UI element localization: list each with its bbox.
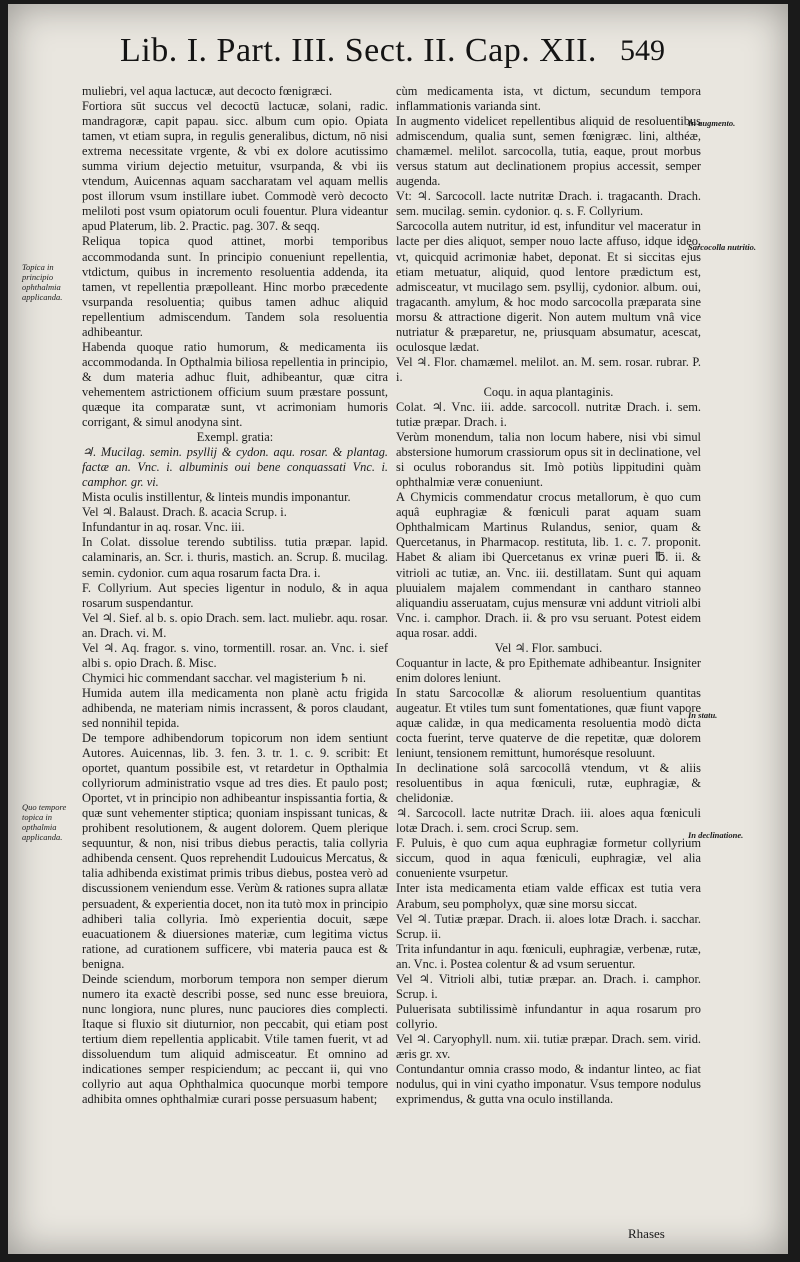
recipe: ♃. Sarcocoll. lacte nutritæ Drach. iii. aloes aqua fœniculi lotæ Drach. i. sem. croci Scrup. sem. — [396, 806, 701, 836]
page-title: Lib. I. Part. III. Sect. II. Cap. XII. — [120, 32, 597, 69]
recipe: ♃. Mucilag. semin. psyllij & cydon. aqu. rosar. & plantag. factæ an. Vnc. i. albuminis oui bene conquassati Vnc. i. camphor. gr. vi. — [82, 445, 388, 490]
book-page — [8, 4, 788, 1254]
recipe: Vel ♃. Vitrioli albi, tutiæ præpar. an. Drach. i. camphor. Scrup. i. — [396, 971, 701, 1001]
recipe: Vel ♃. Flor. chamæmel. melilot. an. M. sem. rosar. rubrar. P. i. — [396, 354, 701, 384]
paragraph: muliebri, vel aqua lactucæ, aut decocto fœnigræci. — [82, 84, 333, 98]
margin-note-left-1: Topica in principio ophthalmia applicanda. — [22, 262, 63, 302]
recipe: Vt: ♃. Sarcocoll. lacte nutritæ Drach. i. tragacanth. Drach. sem. mucilag. semin. cydonior. q. s. F. Collyrium. — [396, 189, 701, 219]
recipe: In Colat. dissolue terendo subtiliss. tutia præpar. lapid. calaminaris, an. Scr. i. thuris, mastich. an. Scrup. ß. mucilag. semin. cydonior. cum aqua rosarum facta Dra. i. — [82, 535, 388, 580]
paragraph: In statu Sarcocollæ & aliorum resoluentium quantitas augeatur. Et vtiles tum sunt fomentationes, quæ fiunt vapore aquæ calidæ, in qua medicamenta resoluentia modò dicta cocta fuerint, terve quaterve de die repetitæ, quæ dolorem leniunt, tensionem remittunt, humorésque resoluunt. — [396, 685, 701, 761]
paragraph: In augmento videlicet repellentibus aliquid de resoluentibus admiscendum, qualia sunt, semen fœnigræc. lini, althéæ, chamæmel. melilot. sarcocolla, tutia, eaque, prout morbus versus statum aut declinationem propius accessit, semper augenda. — [396, 114, 701, 189]
recipe: Vel ♃. Sief. al b. s. opio Drach. sem. lact. muliebr. aqu. rosar. an. Drach. vi. M. — [82, 610, 388, 640]
page-number: 549 — [620, 34, 665, 67]
paragraph: Coqu. in aqua plantaginis. — [483, 384, 614, 399]
margin-note-right-1: In augmento. — [688, 118, 736, 128]
left-column — [82, 84, 388, 1107]
paragraph: In declinatione solâ sarcocollâ vtendum, vt & aliis resoluentibus in aqua fœniculi, rutæ, euphragiæ, & chelidoniæ. — [396, 761, 701, 806]
paragraph: De tempore adhibendorum topicorum non idem sentiunt Autores. Auicennas, lib. 3. fen. 3. tr. 1. c. 9. scribit: Et oportet, quantum possibile est, vt retardetur in Opthalmia collyriorum administratio vsque ad tres dies. Et paulo post; Oportet, vt in principio non adhibeantur inspissantia fortia, & quæ sunt vehementer stiptica; quoniam inspissant tunicas, & prohibent resolutionem, & augent dolorem. Quem plerique sequuntur, & non, nisi tribus diebus peractis, talia collyria adhibenda censent. Quos reprehendit Ludouicus Mercatus, & talia adhibenda existimat primis tribus diebus, postea verò ad discussionem veniendum esse. Verùm & rationes supra allatæ persuadent, & experientia docet, non ita tutò mox in principio adhiberi talia collyria. Imò experientia docuit, sæpe euacuationem & diuersiones materiæ, cum legitima victus ratione, ad curationem sufficere, vbi materia pauca est & benigna. — [82, 731, 388, 971]
paragraph: Infundantur in aq. rosar. Vnc. iii. — [82, 520, 245, 535]
paragraph: Verùm monendum, talia non locum habere, nisi vbi simul abstersione humorum crassiorum opus sit in declinatione, vel si oculus roborandus sit. Imò potiùs lippitudini quàm ophthalmiæ veræ conueniunt. — [396, 430, 701, 490]
paragraph: Trita infundantur in aqu. fœniculi, euphragiæ, verbenæ, rutæ, an. Vnc. i. Postea colentur & ad vsum seruentur. — [396, 941, 701, 971]
paragraph: Reliqua topica quod attinet, morbi temporibus accommodanda sunt. In principio conueniunt repellentia, vtdictum, quibus in incremento resoluentia addenda, ita tamen, vt repellentia præpolleant. Hinc morbo præcedente vsurpanda resoluentia; quibus tamen adhuc aliquid repellentium admiscendum. Tandem sola resoluentia adhibeantur. — [82, 234, 388, 339]
paragraph: F. Collyrium. Aut species ligentur in nodulo, & in aqua rosarum suspendantur. — [82, 580, 388, 610]
paragraph: Mista oculis instillentur, & linteis mundis imponantur. — [82, 490, 351, 505]
paragraph: Contundantur omnia crasso modo, & indantur linteo, ac fiat nodulus, qui in vini cyatho imponatur. Vsus tempore nodulus exprimendus, & gutta vna oculo instillanda. — [396, 1062, 701, 1107]
recipe: Vel ♃. Balaust. Drach. ß. acacia Scrup. i. — [82, 505, 287, 520]
paragraph: Habenda quoque ratio humorum, & medicamenta iis accommodanda. In Opthalmia biliosa repellentia in principio, & dum materia adhuc fluit, adhibeantur, quæ citra vehementem astrictionem officium suum præstare possunt, quæque ita comparatæ sunt, vt acrimoniam humoris corrigant, & simul anodyna sint. — [82, 339, 388, 430]
paragraph: Exempl. gratia: — [196, 430, 274, 445]
right-column — [396, 84, 701, 1107]
paragraph: Chymici hic commendant sacchar. vel magisterium ♄ ni. — [82, 670, 366, 685]
recipe: Vel ♃. Tutiæ præpar. Drach. ii. aloes lotæ Drach. i. sacchar. Scrup. ii. — [396, 911, 701, 941]
paragraph: Inter ista medicamenta etiam valde efficax est tutia vera Arabum, seu pompholyx, quæ sine morsu siccat. — [396, 881, 701, 911]
paragraph: Deinde sciendum, morborum tempora non semper dierum numero ita exactè describi posse, sed nunc esse breuiora, nunc longiora, nunc plures, nunc pauciores dies complecti. Itaque si fluxio sit diuturnior, non peccabit, qui etiam post tertium diem repellentia applicabit. Vtile tamen fuerit, vt ad dissoluendum tum aliquid admisceatur. Et omnino ad indicationes semper respiciendum; ac peccant ii, qui vno collyrio aut aqua Ophthalmica quocunque morbi tempore adhibita omnes ophthalmiæ curari posse persuasum habent; — [82, 971, 388, 1107]
recipe: Colat. ♃. Vnc. iii. adde. sarcocoll. nutritæ Drach. i. sem. tutiæ præpar. Drach. i. — [396, 399, 701, 430]
paragraph: F. Puluis, è quo cum aqua euphragiæ formetur collyrium siccum, quod in aqua fœniculi, euphragiæ, vel alia conueniente vsurpetur. — [396, 836, 701, 881]
recipe: Vel ♃. Aq. fragor. s. vino, tormentill. rosar. an. Vnc. i. sief albi s. opio Drach. ß. Misc. — [82, 640, 388, 670]
margin-note-right-3: In statu. — [688, 710, 718, 720]
paragraph: Fortiora sūt succus vel decoctū lactucæ, solani, radic. mandragoræ, capit papau. sicc. album cum opio. Opiata tamen, vt etiam supra, in regulis generalibus, dictum, nō nisi extrema necessitate vrgente, & vbi ex dolore acutissimo summa virium dejectio metuitur, vsurpanda, & vbi iis vtendum, Auicennas aquam saccharatam vel aquam mellis post illorum vsum instillare iubet. Commodè verò decocto meliloti post vsum opiatorum oculi fouentur. Plura videantur apud Platerum, lib. 2. Practic. pag. 307. & seqq. — [82, 99, 388, 234]
paragraph: A Chymicis commendatur crocus metallorum, è quo cum aquâ euphragiæ & fœniculi parat aquam suam Ophthalmicam Martinus Rulandus, senior, quam & Quercetanus, in Pharmacop. restituta, lib. 1. c. 7. proponit. Habet & aliam ibi Quercetanus ex vrinæ pueri ℔. ii. & vitrioli ac tutiæ, an. Vnc. iii. destillatam. Sunt qui aquam pluuialem majalem commendant in cantharo stanneo aliquandiu asseruatam, cujus mensuræ vni addunt vitrioli albi Vnc. i. camphor. Drach. ii. & pro vsu seruant. Potest eidem aqua rosar. addi. — [396, 490, 701, 640]
margin-note-left-2: Quo tempore topica in opthalmia applicanda. — [22, 802, 67, 842]
paragraph: Puluerisata subtilissimè infundantur in aqua rosarum pro collyrio. — [396, 1001, 701, 1031]
recipe: Vel ♃. Flor. sambuci. — [494, 640, 603, 655]
paragraph: Humida autem illa medicamenta non planè actu frigida adhibenda, ne materiam nimis incrassent, & poros claudant, sed nonnihil tepida. — [82, 685, 388, 730]
paragraph: cùm medicamenta ista, vt dictum, secundum tempora inflammationis varianda sint. — [396, 84, 701, 114]
margin-note-right-2: Sarcocolla nutritio. — [688, 242, 757, 252]
catchword: Rhases — [628, 1226, 665, 1241]
paragraph: Sarcocolla autem nutritur, id est, infunditur vel maceratur in lacte per dies aliquot, semper nouo lacte affuso, idque ideo, vt, quicquid acrimoniæ habet, deponat. Et si siccitas ejus etiam metuatur, aliquid, quod lentore prædictum est, admisceatur, vt mucilago sem. psyllij, cydonior. album. oui, tragacanth. amylum, & hoc modo sarcocolla præparata sine morsu & attractione digerit. Non autem multum vnâ vice nutriatur & præparetur, ne, priusquam absumatur, acescat, oculosque lædat. — [396, 219, 701, 354]
paragraph: Coquantur in lacte, & pro Epithemate adhibeantur. Insigniter enim dolores leniunt. — [396, 655, 701, 685]
running-header — [8, 32, 788, 78]
recipe: Vel ♃. Caryophyll. num. xii. tutiæ præpar. Drach. sem. virid. æris gr. xv. — [396, 1031, 701, 1061]
margin-note-right-4: In declinatione. — [688, 830, 744, 840]
